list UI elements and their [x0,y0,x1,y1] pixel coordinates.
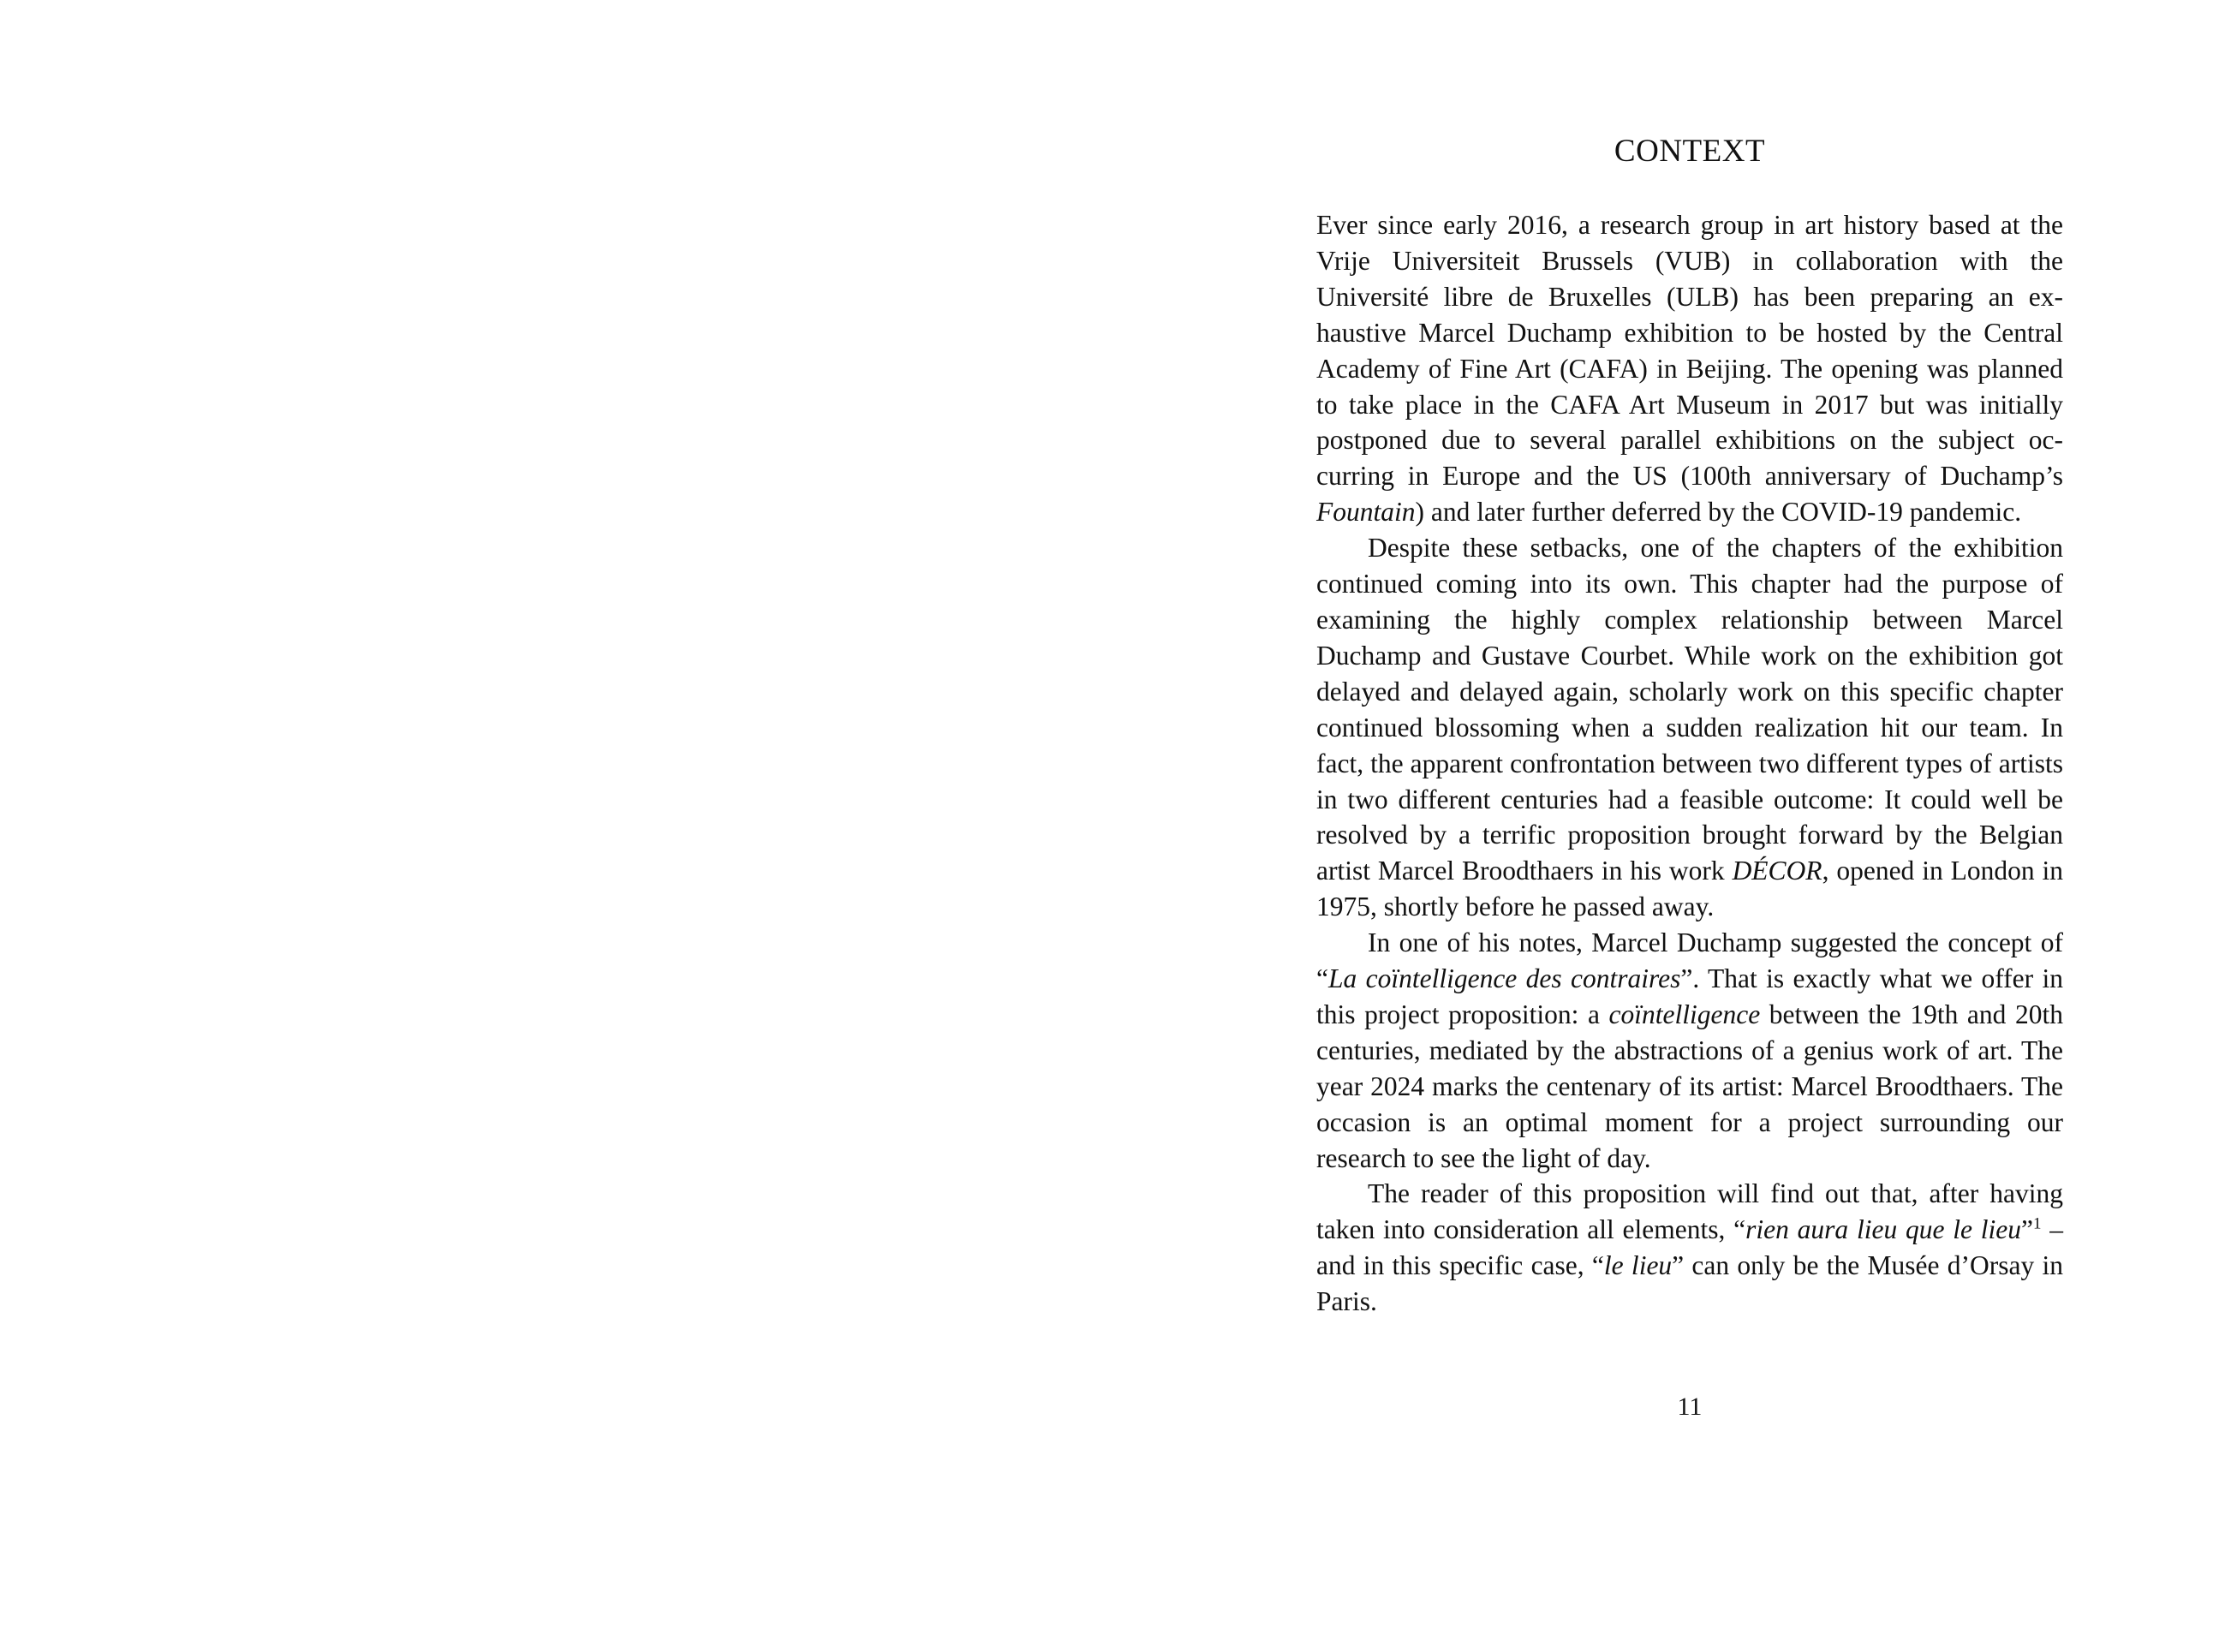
text-run: ”. That is exactly what we offer in this project proposition: a [1316,963,2063,1029]
italic-quote: le lieu [1603,1250,1673,1281]
body-text [1316,207,2063,1320]
text-run: ) and later further deferred by the COVID-19 pandemic. [1415,497,2022,528]
italic-quote: rien aura lieu que le lieu [1745,1214,2021,1245]
text-run: ” [2021,1214,2033,1245]
text-run: between the 19th and 20th centuries, mediated by the abstractions of a genius work of art. The year 2024 marks the centenary of its artist: Marcel Broodthaers. The occasion is an optimal moment for a project surrounding our research to see the light of day. [1316,999,2063,1173]
page-title: CONTEXT [1614,134,1766,169]
text-run: Despite these setbacks, one of the chapters of the exhibition continued coming into its own. This chapter had the purpose of examining the highly complex relationship between Marcel Duchamp and Gustave Courbet. While work on the exhibition got delayed and delayed again, scholarly work on this specific chapter continued blossoming when a sudden realization hit our team. In fact, the apparent confrontation between two different types of artists in two different centuries had a feasible outcome: It could well be resolved by a terrific proposition brought forward by the Belgian artist Marcel Broodthaers in his work [1316,533,2063,886]
italic-title-fountain: Fountain [1316,497,1416,528]
text-run: ” can only be the Musée d’Orsay in Paris. [1316,1250,2064,1317]
paragraph-4 [1316,1176,2063,1320]
text-run: Ever since early 2016, a research group in art history based at the Vrije Universiteit Brussels (VUB) in collaboration with the Université libre de Bruxelles (ULB) has been preparing an exhaustive Marcel Duchamp exhibition to be hosted by the Central Academy of Fine Art (CAFA) in Beijing. The opening was planned to take place in the CAFA Art Museum in 2017 but was initially postponed due to several parallel exhibitions on the subject occurring in Europe and the US (100th anniversary of Duchamp’s [1316,210,2063,492]
italic-quote: La coïntelligence des contraires [1327,963,1681,994]
text-run: In one of his notes, Marcel Duchamp suggested the concept of “ [1316,927,2063,994]
paragraph-3 [1316,925,2063,1176]
paragraph-1 [1316,207,2063,530]
italic-term: coïntelligence [1608,999,1761,1029]
text-run: – and in this specific case, “ [1316,1214,2064,1281]
paragraph-2 [1316,530,2063,925]
left-page-blank [0,0,1112,1652]
page-number: 11 [1677,1393,1703,1421]
italic-title-decor: DÉCOR [1732,856,1822,886]
text-run: , opened in London in 1975, shortly before he passed away. [1316,856,2064,922]
text-run: The reader of this proposition will find out that, after having taken into consideration all elements, “ [1316,1178,2063,1245]
footnote-marker[interactable]: 1 [2032,1214,2042,1233]
